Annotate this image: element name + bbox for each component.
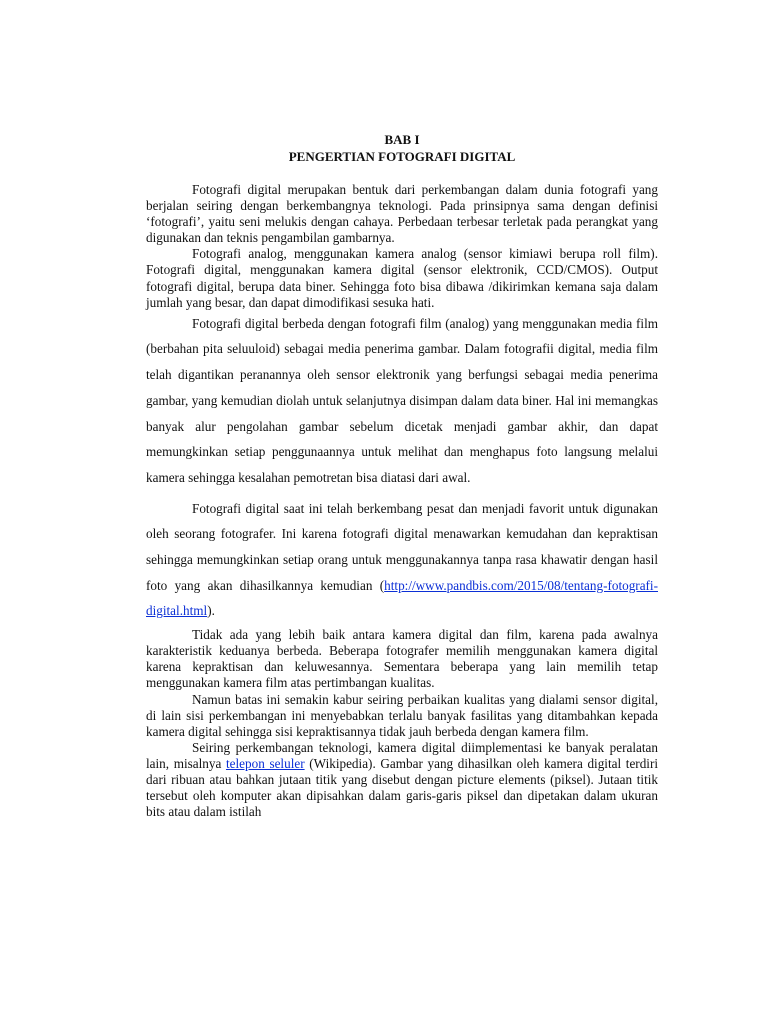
paragraph-7-text: Seiring perkembangan teknologi, kamera digital diimplementasi ke banyak peralatan lain, misalnya [146, 739, 658, 771]
telepon-seluler-link[interactable]: telepon seluler [225, 755, 305, 771]
paragraph-4-text: Fotografi digital saat ini telah berkembang pesat dan menjadi favorit untuk digunakan oleh seorang fotografer. Ini karena fotografi digital menawarkan kemudahan dan kepraktisan sehingga memungkinkan setiap orang untuk menggunakannya tanpa rasa khawatir dengan hasil foto yang akan dihasilkannya kemudian ( [146, 500, 658, 593]
paragraph-4-closing: ). [207, 603, 215, 619]
paragraph-4 [146, 496, 658, 625]
paragraph-6: Namun batas ini semakin kabur seiring perbaikan kualitas yang dialami sensor digital, di lain sisi perkembangan ini menyebabkan terlalu banyak fasilitas yang ditambahkan kepada kamera digital sehingga sisi kepraktisannya tidak jauh berbeda dengan kamera film. [146, 691, 658, 739]
paragraph-7 [146, 740, 658, 820]
paragraph-3: Fotografi digital berbeda dengan fotografi film (analog) yang menggunakan media film (berbahan pita seluuloid) sebagai media penerima gambar. Dalam fotografii digital, media film telah digantikan peranannya oleh sensor elektronik yang berfungsi sebagai media penerima gambar, yang kemudian diolah untuk selanjutnya disimpan dalam data biner. Hal ini memangkas banyak alur pengolahan gambar sebelum dicetak menjadi gambar akhir, dan dapat memungkinkan setiap penggunaannya untuk melihat dan menghapus foto langsung melalui kamera sehingga kesalahan pemotretan bisa diatasi dari awal. [146, 315, 658, 485]
document-page [146, 131, 658, 820]
chapter-title: PENGERTIAN FOTOGRAFI DIGITAL [288, 149, 516, 164]
paragraph-5: Tidak ada yang lebih baik antara kamera digital dan film, karena pada awalnya karakteristik keduanya berbeda. Beberapa fotografer memilih menggunakan kamera digital karena kepraktisan dan keluwesannya. Sementara beberapa yang lain memilih tetap menggunakan kamera film atas pertimbangan kualitas. [146, 627, 658, 691]
paragraph-1: Fotografi digital merupakan bentuk dari perkembangan dalam dunia fotografi yang berjalan seiring dengan berkembangnya teknologi. Pada prinsipnya sama dengan definisi ‘fotografi’, yaitu seni melukis dengan cahaya. Perbedaan terbesar terletak pada perangkat yang digunakan dan teknis pengambilan gambarnya. [146, 182, 658, 246]
paragraph-7-continuation: (Wikipedia). Gambar yang dihasilkan oleh kamera digital terdiri dari ribuan atau bahkan jutaan titik yang disebut dengan picture elements (piksel). Jutaan titik tersebut oleh komputer akan dipisahkan dalam garis-garis piksel dan dipetakan dalam ukuran bits atau dalam istilah [146, 755, 659, 820]
chapter-label: BAB I [384, 132, 420, 147]
source-link[interactable]: http://www.pandbis.com/2015/08/tentang-fotografi-digital.html [146, 577, 658, 619]
paragraph-2: Fotografi analog, menggunakan kamera analog (sensor kimiawi berupa roll film). Fotografi digital, menggunakan kamera digital (sensor elektronik, CCD/CMOS). Output fotografi digital, berupa data biner. Sehingga foto bisa dibawa /dikirimkan kemana saja dalam jumlah yang besar, dan dapat dimodifikasi sesuka hati. [146, 246, 658, 310]
